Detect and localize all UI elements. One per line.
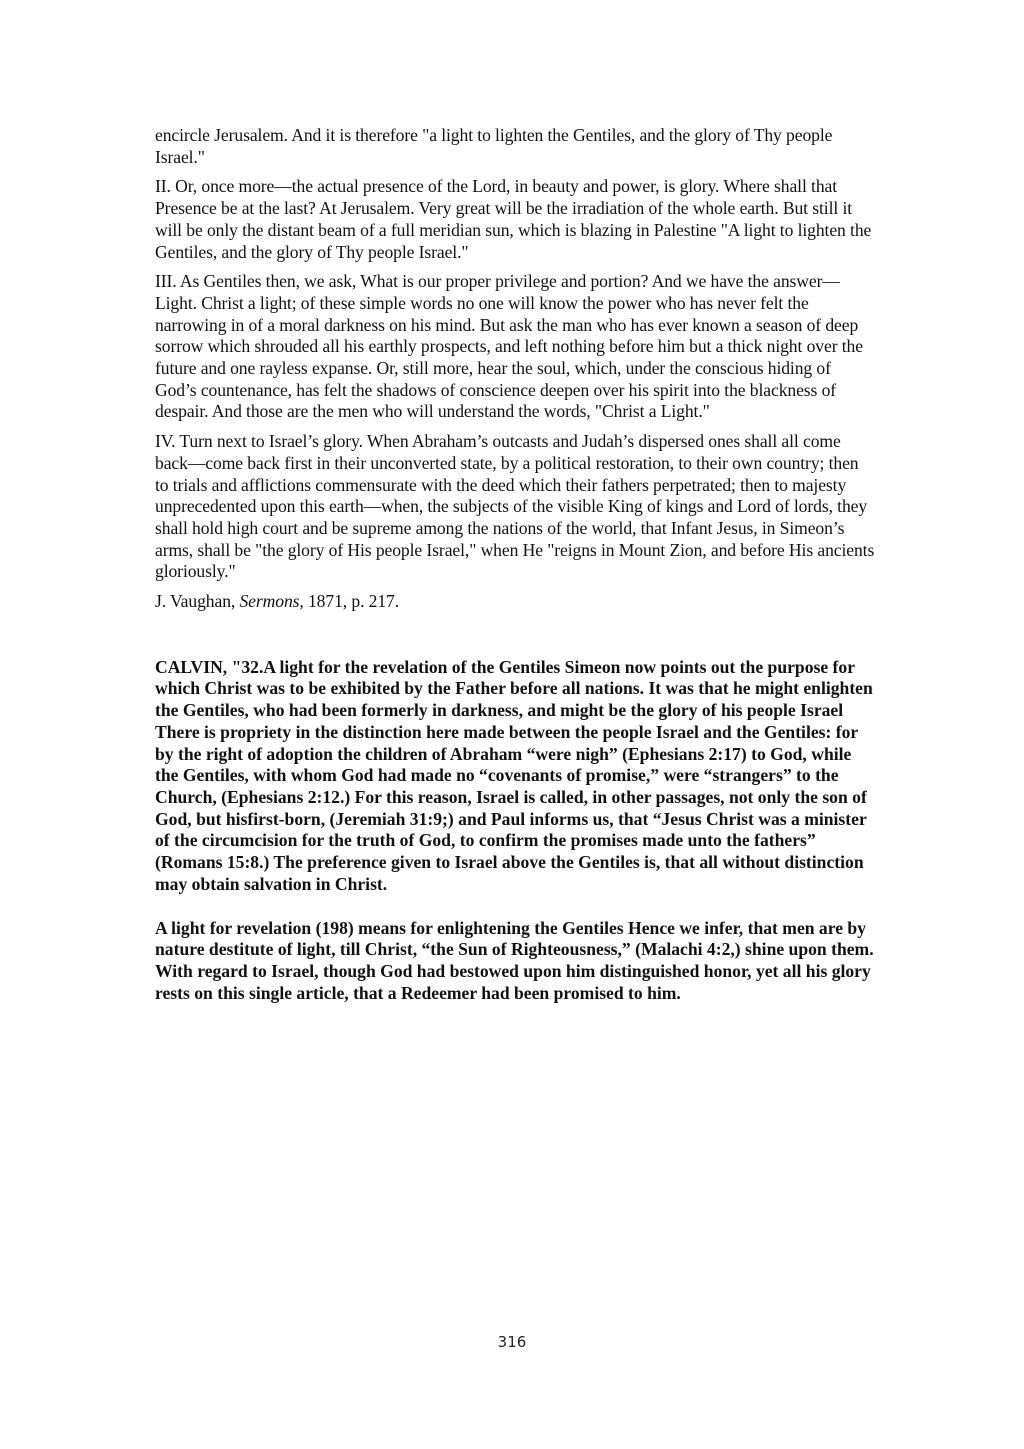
- page-body: [155, 125, 875, 1026]
- citation: [155, 591, 875, 613]
- citation-details: 1871, p. 217.: [303, 591, 400, 612]
- paragraph-israel-glory: IV. Turn next to Israel’s glory. When Abraham’s outcasts and Judah’s dispersed ones shall all come back—come back first in their unconverted state, by a political restoration, to their own country; then to trials and afflictions commensurate with the deed which their fathers perpetrated; then to majesty unprecedented upon this earth—when, the subjects of the visible King of kings and Lord of lords, they shall hold high court and be supreme among the nations of the world, that Infant Jesus, in Simeon’s arms, shall be "the glory of His people Israel," when He "reigns in Mount Zion, and before His ancients gloriously.": [155, 431, 875, 582]
- paragraph-gentiles-light: III. As Gentiles then, we ask, What is our proper privilege and portion? And we have the answer—Light. Christ a light; of these simple words no one will know the power who has never felt the narrowing in of a moral darkness on his mind. But ask the man who has ever known a season of deep sorrow which shrouded all his earthly prospects, and left nothing before him but a thick night over the future and one rayless expanse. Or, still more, hear the soul, which, under the conscious hiding of God’s countenance, has felt the shadows of conscience deepen over his spirit into the blackness of despair. And those are the men who will understand the words, "Christ a Light.": [155, 271, 863, 422]
- paragraph-presence: II. Or, once more—the actual presence of the Lord, in beauty and power, is glory. Where shall that Presence be at the last? At Jerusalem. Very great will be the irradiation of the whole earth. But still it will be only the distant beam of a full meridian sun, which is blazing in Palestine "A light to lighten the Gentiles, and the glory of Thy people Israel.": [155, 176, 872, 262]
- page-number: 316: [497, 1333, 527, 1351]
- calvin-paragraph: CALVIN, "32.A light for the revelation of the Gentiles Simeon now points out the purpose for which Christ was to be exhibited by the Father before all nations. It was that he might enlighten the Gentiles, who had been formerly in darkness, and might be the glory of his people Israel There is propriety in the distinction here made between the people Israel and the Gentiles: for by the right of adoption the children of Abraham “were nigh” (Ephesians 2:17) to God, while the Gentiles, with whom God had made no “covenants of promise,” were “strangers” to the Church, (Ephesians 2:12.) For this reason, Israel is called, in other passages, not only the son of God, but hisfirst-born, (Jeremiah 31:9;) and Paul informs us, that “Jesus Christ was a minister of the circumcision for the truth of God, to confirm the promises made unto the fathers” (Romans 15:8.) The preference given to Israel above the Gentiles is, that all without distinction may obtain salvation in Christ.: [155, 656, 873, 894]
- citation-author: J. Vaughan,: [155, 591, 240, 612]
- calvin-paragraph-revelation: A light for revelation (198) means for enlightening the Gentiles Hence we infer, that men are by nature destitute of light, till Christ, “the Sun of Righteousness,” (Malachi 4:2,) shine upon them. With regard to Israel, though God had bestowed upon him distinguished honor, yet all his glory rests on this single article, that a Redeemer had been promised to him.: [155, 917, 874, 1003]
- paragraph-jerusalem: encircle Jerusalem. And it is therefore "a light to lighten the Gentiles, and the glory of Thy people Israel.": [155, 125, 833, 167]
- citation-work: Sermons,: [239, 591, 304, 612]
